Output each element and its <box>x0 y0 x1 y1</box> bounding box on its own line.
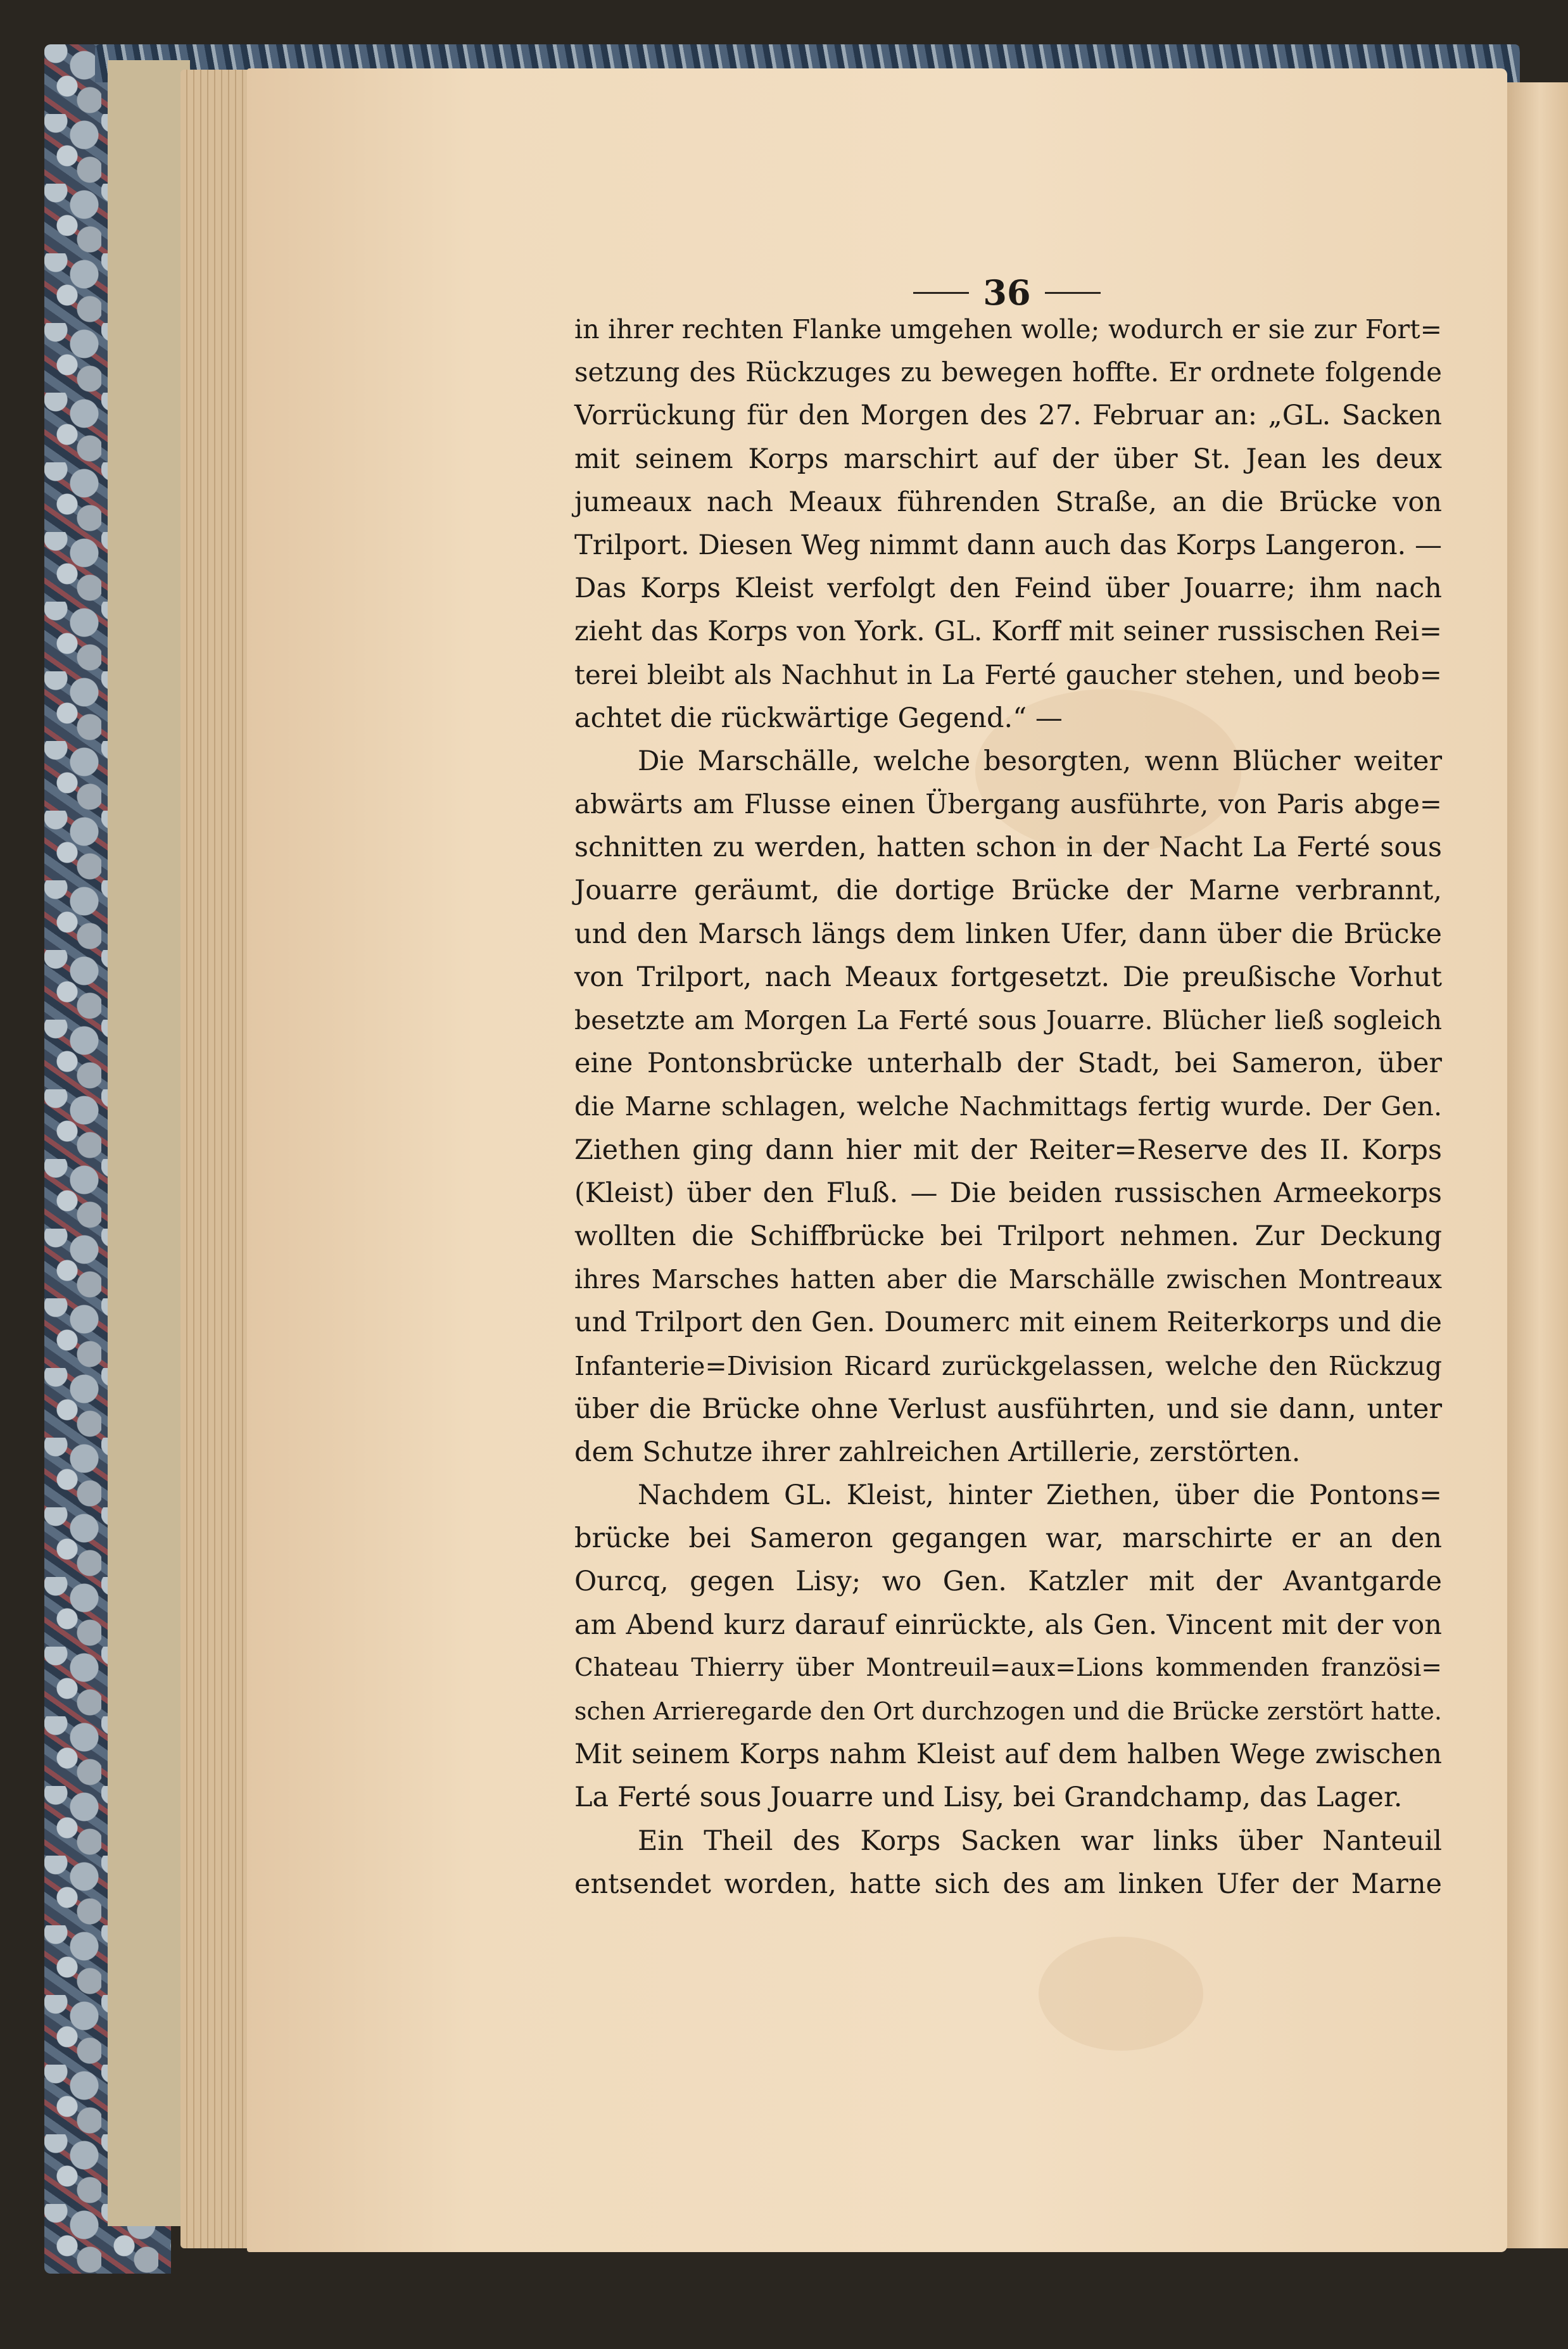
text-line: Ziethen ging dann hier mit der Reiter=Reserve des II. Korps <box>574 1134 1442 1166</box>
text-line: Trilport. Diesen Weg nimmt dann auch das Korps Langeron. — <box>574 529 1442 561</box>
text-line: schen Arrieregarde den Ort durchzogen und die Brücke zerstört hatte. <box>574 1697 1442 1725</box>
header-dash-left <box>913 292 969 294</box>
text-line: in ihrer rechten Flanke umgehen wolle; wodurch er sie zur Fort= <box>574 314 1442 345</box>
text-line: Ein Theil des Korps Sacken war links über Nanteuil <box>638 1825 1442 1857</box>
text-line: ihres Marsches hatten aber die Marschälle zwischen Montreaux <box>574 1264 1442 1295</box>
body-text <box>574 308 1442 1906</box>
text-line: Chateau Thierry über Montreuil=aux=Lions kommenden französi= <box>574 1653 1442 1682</box>
text-line: abwärts am Flusse einen Übergang ausführte, von Paris abge= <box>574 788 1442 820</box>
page-edges <box>180 70 256 2248</box>
text-line: über die Brücke ohne Verlust ausführten, und sie dann, unter <box>574 1393 1442 1425</box>
text-line: jumeaux nach Meaux führenden Straße, an die Brücke von <box>574 486 1442 518</box>
text-line: Vorrückung für den Morgen des 27. Februar an: „GL. Sacken <box>574 400 1442 432</box>
text-line: am Abend kurz darauf einrückte, als Gen. Vincent mit der von <box>574 1609 1442 1641</box>
text-line: Das Korps Kleist verfolgt den Feind über Jouarre; ihm nach <box>574 573 1442 605</box>
text-line: Ourcq, gegen Lisy; wo Gen. Katzler mit der Avantgarde <box>574 1566 1442 1598</box>
text-line: Jouarre geräumt, die dortige Brücke der Marne verbrannt, <box>574 875 1442 907</box>
text-line: Infanterie=Division Ricard zurückgelassen, welche den Rückzug <box>574 1350 1442 1381</box>
text-line: zieht das Korps von York. GL. Korff mit seiner russischen Rei= <box>574 616 1442 648</box>
text-line: dem Schutze ihrer zahlreichen Artillerie, zerstörten. <box>574 1436 1301 1468</box>
text-line: schnitten zu werden, hatten schon in der Nacht La Ferté sous <box>574 832 1442 864</box>
text-line: mit seinem Korps marschirt auf der über St. Jean les deux <box>574 443 1442 475</box>
text-line: La Ferté sous Jouarre und Lisy, bei Grandchamp, das Lager. <box>574 1782 1403 1814</box>
next-page-edge <box>1498 82 1568 2248</box>
text-line: besetzte am Morgen La Ferté sous Jouarre. Blücher ließ sogleich <box>574 1005 1442 1035</box>
text-line: Die Marschälle, welche besorgten, wenn Blücher weiter <box>638 745 1442 777</box>
text-line: terei bleibt als Nachhut in La Ferté gaucher stehen, und beob= <box>574 659 1442 690</box>
text-line: Nachdem GL. Kleist, hinter Ziethen, über die Pontons= <box>638 1479 1442 1512</box>
text-line: brücke bei Sameron gegangen war, marschirte er an den <box>574 1523 1442 1555</box>
text-line: und Trilport den Gen. Doumerc mit einem Reiterkorps und die <box>574 1307 1442 1339</box>
text-line: Mit seinem Korps nahm Kleist auf dem halben Wege zwischen <box>574 1738 1442 1771</box>
text-line: setzung des Rückzuges zu bewegen hoffte. Er ordnete folgende <box>574 357 1442 388</box>
foxing-stain <box>1039 1937 1203 2051</box>
page-header <box>899 274 1115 312</box>
page-number: 36 <box>983 272 1031 313</box>
text-line: achtet die rückwärtige Gegend.“ — <box>574 702 1063 734</box>
text-line: von Trilport, nach Meaux fortgesetzt. Die preußische Vorhut <box>574 961 1442 993</box>
header-dash-right <box>1045 292 1101 294</box>
text-line: und den Marsch längs dem linken Ufer, dann über die Brücke <box>574 918 1442 950</box>
text-line: eine Pontonsbrücke unterhalb der Stadt, bei Sameron, über <box>574 1048 1442 1080</box>
text-line: die Marne schlagen, welche Nachmittags fertig wurde. Der Gen. <box>574 1091 1442 1122</box>
text-line: wollten die Schiffbrücke bei Trilport nehmen. Zur Deckung <box>574 1220 1442 1252</box>
text-line: entsendet worden, hatte sich des am linken Ufer der Marne <box>574 1868 1442 1900</box>
text-line: (Kleist) über den Fluß. — Die beiden russischen Armeekorps <box>574 1177 1442 1209</box>
pastedown-paper <box>108 60 190 2226</box>
